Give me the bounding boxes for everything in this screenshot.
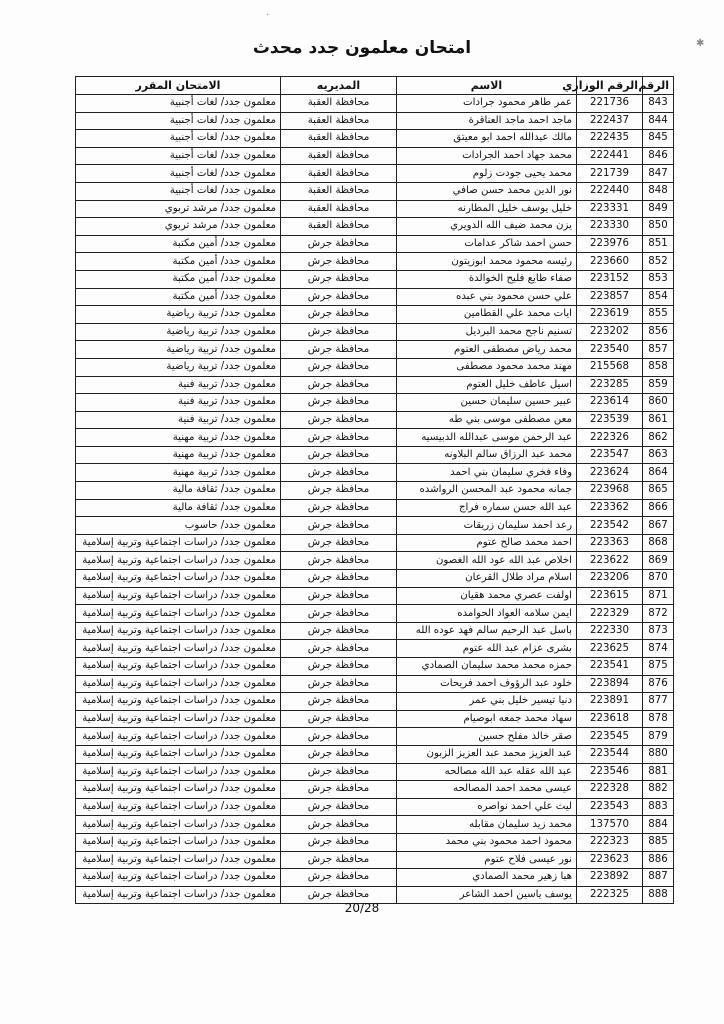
cell-name: محمود احمد محمود بني محمد <box>397 833 577 851</box>
cell-number: 859 <box>643 376 674 394</box>
cell-directorate: محافظة جرش <box>281 675 397 693</box>
cell-ministry-id: 222441 <box>577 147 643 165</box>
cell-ministry-id: 215568 <box>577 358 643 376</box>
cell-name: ايمن سلامه العواد الحوامده <box>397 605 577 623</box>
cell-directorate: محافظة جرش <box>281 446 397 464</box>
cell-name: محمد زيد سليمان مقابله <box>397 816 577 834</box>
cell-name: تسنيم ناجح محمد البرديل <box>397 323 577 341</box>
cell-ministry-id: 223618 <box>577 710 643 728</box>
cell-number: 883 <box>643 798 674 816</box>
cell-number: 856 <box>643 323 674 341</box>
cell-directorate: محافظة جرش <box>281 499 397 517</box>
table-row <box>76 781 674 799</box>
cell-exam: معلمون جدد/ دراسات اجتماعية وتربية إسلامية <box>76 605 281 623</box>
cell-number: 860 <box>643 394 674 412</box>
cell-number: 879 <box>643 728 674 746</box>
cell-directorate: محافظة جرش <box>281 886 397 904</box>
cell-number: 875 <box>643 658 674 676</box>
cell-directorate: محافظة العقبة <box>281 95 397 113</box>
cell-ministry-id: 221736 <box>577 95 643 113</box>
cell-exam: معلمون جدد/ دراسات اجتماعية وتربية إسلامية <box>76 816 281 834</box>
cell-exam: معلمون جدد/ دراسات اجتماعية وتربية إسلامية <box>76 851 281 869</box>
cell-number: 871 <box>643 587 674 605</box>
cell-directorate: محافظة جرش <box>281 235 397 253</box>
cell-ministry-id: 223540 <box>577 341 643 359</box>
cell-number: 886 <box>643 851 674 869</box>
cell-ministry-id: 223624 <box>577 464 643 482</box>
cell-number: 850 <box>643 218 674 236</box>
table-row <box>76 288 674 306</box>
cell-name: عبد الرحمن موسى عبدالله الدبيسيه <box>397 429 577 447</box>
cell-number: 843 <box>643 95 674 113</box>
cell-directorate: محافظة جرش <box>281 323 397 341</box>
cell-name: محمد عبد الرزاق سالم البلاونه <box>397 446 577 464</box>
cell-number: 885 <box>643 833 674 851</box>
cell-ministry-id: 223619 <box>577 306 643 324</box>
table-row <box>76 816 674 834</box>
cell-name: مهند محمد محمود مصطفى <box>397 358 577 376</box>
cell-directorate: محافظة جرش <box>281 693 397 711</box>
table-row <box>76 306 674 324</box>
cell-directorate: محافظة جرش <box>281 869 397 887</box>
table-row <box>76 658 674 676</box>
cell-name: اولفت عصري محمد هقيان <box>397 587 577 605</box>
table-row <box>76 728 674 746</box>
cell-ministry-id: 223542 <box>577 517 643 535</box>
cell-exam: معلمون جدد/ أمين مكتبة <box>76 235 281 253</box>
cell-ministry-id: 223285 <box>577 376 643 394</box>
cell-number: 847 <box>643 165 674 183</box>
column-header-exam: الامتحان المقرر <box>76 77 281 95</box>
table-row <box>76 587 674 605</box>
table-row <box>76 693 674 711</box>
cell-number: 870 <box>643 570 674 588</box>
table-row <box>76 95 674 113</box>
cell-directorate: محافظة جرش <box>281 605 397 623</box>
cell-name: اسيل عاطف خليل العتوم <box>397 376 577 394</box>
cell-name: يزن محمد ضيف الله الدويري <box>397 218 577 236</box>
cell-name: رعد احمد سليمان زريقات <box>397 517 577 535</box>
cell-name: خليل يوسف خليل المطارنه <box>397 200 577 218</box>
cell-name: نور عيسى فلاح عتوم <box>397 851 577 869</box>
cell-ministry-id: 223544 <box>577 745 643 763</box>
cell-directorate: محافظة جرش <box>281 728 397 746</box>
cell-directorate: محافظة العقبة <box>281 112 397 130</box>
cell-exam: معلمون جدد/ مرشد تربوي <box>76 218 281 236</box>
cell-directorate: محافظة العقبة <box>281 218 397 236</box>
cell-ministry-id: 223614 <box>577 394 643 412</box>
cell-exam: معلمون جدد/ دراسات اجتماعية وتربية إسلامية <box>76 570 281 588</box>
cell-exam: معلمون جدد/ دراسات اجتماعية وتربية إسلامية <box>76 675 281 693</box>
cell-ministry-id: 222323 <box>577 833 643 851</box>
cell-number: 846 <box>643 147 674 165</box>
cell-directorate: محافظة العقبة <box>281 130 397 148</box>
cell-number: 877 <box>643 693 674 711</box>
cell-exam: معلمون جدد/ ثقافة مالية <box>76 482 281 500</box>
cell-ministry-id: 223362 <box>577 499 643 517</box>
cell-directorate: محافظة جرش <box>281 833 397 851</box>
cell-exam: معلمون جدد/ تربية مهنية <box>76 446 281 464</box>
cell-exam: معلمون جدد/ تربية فنية <box>76 376 281 394</box>
cell-name: سهاد محمد جمعه ابوصيام <box>397 710 577 728</box>
cell-number: 858 <box>643 358 674 376</box>
cell-number: 874 <box>643 640 674 658</box>
cell-directorate: محافظة جرش <box>281 253 397 271</box>
cell-exam: معلمون جدد/ تربية فنية <box>76 394 281 412</box>
cell-ministry-id: 222329 <box>577 605 643 623</box>
cell-exam: معلمون جدد/ لغات أجنبية <box>76 182 281 200</box>
cell-ministry-id: 222325 <box>577 886 643 904</box>
cell-number: 887 <box>643 869 674 887</box>
cell-ministry-id: 223968 <box>577 482 643 500</box>
cell-number: 867 <box>643 517 674 535</box>
table-row <box>76 358 674 376</box>
cell-number: 862 <box>643 429 674 447</box>
cell-name: حمزه محمد محمد سليمان الصمادي <box>397 658 577 676</box>
cell-ministry-id: 223615 <box>577 587 643 605</box>
cell-exam: معلمون جدد/ دراسات اجتماعية وتربية إسلامية <box>76 693 281 711</box>
cell-ministry-id: 223894 <box>577 675 643 693</box>
cell-name: معن مصطفى موسى بني طه <box>397 411 577 429</box>
cell-name: جمانه محمود عبد المحسن الرواشده <box>397 482 577 500</box>
cell-ministry-id: 223976 <box>577 235 643 253</box>
table-row <box>76 710 674 728</box>
candidates-table <box>75 76 674 904</box>
cell-number: 851 <box>643 235 674 253</box>
scan-speck: ✱ <box>696 38 705 49</box>
cell-directorate: محافظة جرش <box>281 429 397 447</box>
cell-ministry-id: 223543 <box>577 798 643 816</box>
cell-number: 868 <box>643 534 674 552</box>
cell-name: ايات محمد علي القطامين <box>397 306 577 324</box>
cell-directorate: محافظة جرش <box>281 781 397 799</box>
cell-directorate: محافظة جرش <box>281 270 397 288</box>
cell-exam: معلمون جدد/ دراسات اجتماعية وتربية إسلامية <box>76 763 281 781</box>
cell-name: ليث علي احمد نواصره <box>397 798 577 816</box>
cell-directorate: محافظة جرش <box>281 570 397 588</box>
cell-ministry-id: 223363 <box>577 534 643 552</box>
cell-exam: معلمون جدد/ أمين مكتبة <box>76 270 281 288</box>
cell-directorate: محافظة جرش <box>281 288 397 306</box>
table-row <box>76 429 674 447</box>
cell-number: 878 <box>643 710 674 728</box>
page-title: امتحان معلمون جدد محدث <box>252 38 472 58</box>
cell-directorate: محافظة جرش <box>281 851 397 869</box>
cell-number: 881 <box>643 763 674 781</box>
cell-directorate: محافظة جرش <box>281 464 397 482</box>
table-row <box>76 499 674 517</box>
cell-name: اسلام مراد طلال القرعان <box>397 570 577 588</box>
cell-name: محمد رياض مصطفى العتوم <box>397 341 577 359</box>
cell-exam: معلمون جدد/ دراسات اجتماعية وتربية إسلامية <box>76 781 281 799</box>
table-row <box>76 112 674 130</box>
cell-exam: معلمون جدد/ حاسوب <box>76 517 281 535</box>
cell-name: صفاء طايع فليح الخوالدة <box>397 270 577 288</box>
cell-name: عمر طاهر محمود جرادات <box>397 95 577 113</box>
cell-ministry-id: 223152 <box>577 270 643 288</box>
cell-number: 844 <box>643 112 674 130</box>
column-header-name: الاسم <box>397 77 577 95</box>
table-row <box>76 745 674 763</box>
table-row <box>76 640 674 658</box>
table-row <box>76 235 674 253</box>
cell-ministry-id: 223625 <box>577 640 643 658</box>
cell-name: حسن احمد شاكر عدامات <box>397 235 577 253</box>
cell-exam: معلمون جدد/ تربية رياضية <box>76 323 281 341</box>
table-row <box>76 833 674 851</box>
cell-name: خلود عبد الرؤوف احمد فريحات <box>397 675 577 693</box>
cell-ministry-id: 221739 <box>577 165 643 183</box>
cell-ministry-id: 223331 <box>577 200 643 218</box>
column-header-ministry-id: الرقم الوزاري <box>577 77 643 95</box>
cell-directorate: محافظة جرش <box>281 622 397 640</box>
cell-name: ماجد احمد ماجد العناقرة <box>397 112 577 130</box>
cell-ministry-id: 223623 <box>577 851 643 869</box>
cell-number: 876 <box>643 675 674 693</box>
cell-name: عبير حسين سليمان حسين <box>397 394 577 412</box>
cell-exam: معلمون جدد/ تربية فنية <box>76 411 281 429</box>
table-header-row <box>76 77 674 95</box>
cell-name: رئيسه محمود محمد ابوزيتون <box>397 253 577 271</box>
cell-exam: معلمون جدد/ دراسات اجتماعية وتربية إسلامية <box>76 798 281 816</box>
cell-name: هبا زهير محمد الصمادي <box>397 869 577 887</box>
page-number: 20/28 <box>344 901 380 915</box>
cell-ministry-id: 222328 <box>577 781 643 799</box>
cell-exam: معلمون جدد/ لغات أجنبية <box>76 112 281 130</box>
cell-exam: معلمون جدد/ دراسات اجتماعية وتربية إسلامية <box>76 886 281 904</box>
table-row <box>76 411 674 429</box>
cell-ministry-id: 223541 <box>577 658 643 676</box>
cell-exam: معلمون جدد/ تربية رياضية <box>76 358 281 376</box>
cell-directorate: محافظة جرش <box>281 341 397 359</box>
cell-exam: معلمون جدد/ مرشد تربوي <box>76 200 281 218</box>
cell-exam: معلمون جدد/ تربية مهنية <box>76 464 281 482</box>
cell-exam: معلمون جدد/ لغات أجنبية <box>76 130 281 148</box>
cell-number: 882 <box>643 781 674 799</box>
cell-number: 866 <box>643 499 674 517</box>
cell-name: عيسى محمد احمد المصالحه <box>397 781 577 799</box>
cell-exam: معلمون جدد/ تربية رياضية <box>76 341 281 359</box>
cell-exam: معلمون جدد/ لغات أجنبية <box>76 147 281 165</box>
table-row <box>76 869 674 887</box>
cell-number: 855 <box>643 306 674 324</box>
cell-name: وفاء فخري سليمان بني احمد <box>397 464 577 482</box>
table-row <box>76 323 674 341</box>
cell-name: نور الدين محمد حسن صافي <box>397 182 577 200</box>
table-row <box>76 798 674 816</box>
cell-directorate: محافظة جرش <box>281 763 397 781</box>
table-row <box>76 165 674 183</box>
cell-number: 852 <box>643 253 674 271</box>
cell-ministry-id: 222437 <box>577 112 643 130</box>
cell-ministry-id: 222330 <box>577 622 643 640</box>
cell-name: عبد الله حسن سماره فراج <box>397 499 577 517</box>
cell-number: 857 <box>643 341 674 359</box>
table-row <box>76 482 674 500</box>
cell-number: 884 <box>643 816 674 834</box>
column-header-num: الرقم <box>643 77 674 95</box>
table-row <box>76 147 674 165</box>
cell-directorate: محافظة جرش <box>281 306 397 324</box>
cell-exam: معلمون جدد/ دراسات اجتماعية وتربية إسلامية <box>76 587 281 605</box>
cell-directorate: محافظة جرش <box>281 710 397 728</box>
cell-number: 865 <box>643 482 674 500</box>
cell-directorate: محافظة العقبة <box>281 165 397 183</box>
table-row <box>76 570 674 588</box>
cell-directorate: محافظة جرش <box>281 411 397 429</box>
cell-name: محمد يحيى جودت زلوم <box>397 165 577 183</box>
table-row <box>76 446 674 464</box>
cell-ministry-id: 223545 <box>577 728 643 746</box>
cell-ministry-id: 223546 <box>577 763 643 781</box>
cell-name: عبد العزيز محمد عبد العزيز الزبون <box>397 745 577 763</box>
cell-number: 848 <box>643 182 674 200</box>
scan-speck: · <box>266 10 270 21</box>
cell-number: 853 <box>643 270 674 288</box>
cell-number: 869 <box>643 552 674 570</box>
cell-directorate: محافظة جرش <box>281 376 397 394</box>
cell-ministry-id: 223660 <box>577 253 643 271</box>
cell-ministry-id: 223547 <box>577 446 643 464</box>
table-row <box>76 534 674 552</box>
cell-number: 873 <box>643 622 674 640</box>
cell-directorate: محافظة جرش <box>281 587 397 605</box>
cell-exam: معلمون جدد/ أمين مكتبة <box>76 253 281 271</box>
table-row <box>76 376 674 394</box>
table-row <box>76 675 674 693</box>
cell-ministry-id: 223206 <box>577 570 643 588</box>
cell-directorate: محافظة جرش <box>281 358 397 376</box>
column-header-directorate: المديريه <box>281 77 397 95</box>
table-row <box>76 622 674 640</box>
cell-number: 861 <box>643 411 674 429</box>
cell-name: علي حسن محمود بني عبده <box>397 288 577 306</box>
cell-exam: معلمون جدد/ دراسات اجتماعية وتربية إسلامية <box>76 710 281 728</box>
cell-ministry-id: 222440 <box>577 182 643 200</box>
cell-directorate: محافظة جرش <box>281 394 397 412</box>
table-row <box>76 464 674 482</box>
cell-ministry-id: 223202 <box>577 323 643 341</box>
table-row <box>76 552 674 570</box>
cell-number: 872 <box>643 605 674 623</box>
cell-exam: معلمون جدد/ دراسات اجتماعية وتربية إسلامية <box>76 552 281 570</box>
table-row <box>76 253 674 271</box>
cell-directorate: محافظة جرش <box>281 534 397 552</box>
table-row <box>76 130 674 148</box>
cell-name: يوسف ياسين احمد الشاعر <box>397 886 577 904</box>
cell-name: احمد محمد صالح عتوم <box>397 534 577 552</box>
cell-exam: معلمون جدد/ دراسات اجتماعية وتربية إسلامية <box>76 534 281 552</box>
cell-name: عبد الله عقله عبد الله مصالحه <box>397 763 577 781</box>
cell-ministry-id: 222326 <box>577 429 643 447</box>
cell-name: صقر خالد مفلح حسين <box>397 728 577 746</box>
cell-directorate: محافظة جرش <box>281 658 397 676</box>
cell-exam: معلمون جدد/ أمين مكتبة <box>76 288 281 306</box>
table-row <box>76 517 674 535</box>
cell-exam: معلمون جدد/ دراسات اجتماعية وتربية إسلامية <box>76 622 281 640</box>
cell-directorate: محافظة جرش <box>281 552 397 570</box>
cell-number: 854 <box>643 288 674 306</box>
cell-directorate: محافظة جرش <box>281 816 397 834</box>
cell-name: محمد جهاد احمد الجرادات <box>397 147 577 165</box>
cell-ministry-id: 223622 <box>577 552 643 570</box>
cell-name: اخلاص عبد الله عود الله الغصون <box>397 552 577 570</box>
cell-name: مالك عبدالله احمد ابو معيتق <box>397 130 577 148</box>
cell-exam: معلمون جدد/ دراسات اجتماعية وتربية إسلامية <box>76 728 281 746</box>
cell-directorate: محافظة العقبة <box>281 200 397 218</box>
cell-name: بشرى عزام عبد الله عتوم <box>397 640 577 658</box>
table-row <box>76 394 674 412</box>
cell-exam: معلمون جدد/ لغات أجنبية <box>76 165 281 183</box>
cell-directorate: محافظة جرش <box>281 640 397 658</box>
table-row <box>76 182 674 200</box>
cell-exam: معلمون جدد/ تربية رياضية <box>76 306 281 324</box>
table-row <box>76 341 674 359</box>
cell-exam: معلمون جدد/ دراسات اجتماعية وتربية إسلامية <box>76 658 281 676</box>
table-row <box>76 270 674 288</box>
cell-directorate: محافظة جرش <box>281 798 397 816</box>
cell-ministry-id: 223892 <box>577 869 643 887</box>
cell-directorate: محافظة جرش <box>281 482 397 500</box>
cell-directorate: محافظة العقبة <box>281 147 397 165</box>
cell-number: 880 <box>643 745 674 763</box>
cell-exam: معلمون جدد/ دراسات اجتماعية وتربية إسلامية <box>76 640 281 658</box>
cell-ministry-id: 223857 <box>577 288 643 306</box>
cell-number: 845 <box>643 130 674 148</box>
table-row <box>76 851 674 869</box>
cell-directorate: محافظة جرش <box>281 745 397 763</box>
cell-number: 863 <box>643 446 674 464</box>
cell-ministry-id: 137570 <box>577 816 643 834</box>
cell-ministry-id: 223330 <box>577 218 643 236</box>
cell-exam: معلمون جدد/ تربية مهنية <box>76 429 281 447</box>
cell-name: دنيا تيسير خليل بني عمر <box>397 693 577 711</box>
cell-number: 849 <box>643 200 674 218</box>
cell-ministry-id: 223891 <box>577 693 643 711</box>
table-row <box>76 763 674 781</box>
cell-exam: معلمون جدد/ دراسات اجتماعية وتربية إسلامية <box>76 833 281 851</box>
table-row <box>76 200 674 218</box>
cell-directorate: محافظة العقبة <box>281 182 397 200</box>
cell-exam: معلمون جدد/ دراسات اجتماعية وتربية إسلامية <box>76 869 281 887</box>
cell-exam: معلمون جدد/ دراسات اجتماعية وتربية إسلامية <box>76 745 281 763</box>
cell-ministry-id: 222435 <box>577 130 643 148</box>
table-row <box>76 218 674 236</box>
cell-directorate: محافظة جرش <box>281 517 397 535</box>
cell-name: باسل عبد الرحيم سالم فهد عوده الله <box>397 622 577 640</box>
cell-number: 888 <box>643 886 674 904</box>
table-row <box>76 605 674 623</box>
cell-exam: معلمون جدد/ ثقافة مالية <box>76 499 281 517</box>
cell-number: 864 <box>643 464 674 482</box>
cell-ministry-id: 223539 <box>577 411 643 429</box>
cell-exam: معلمون جدد/ لغات أجنبية <box>76 95 281 113</box>
